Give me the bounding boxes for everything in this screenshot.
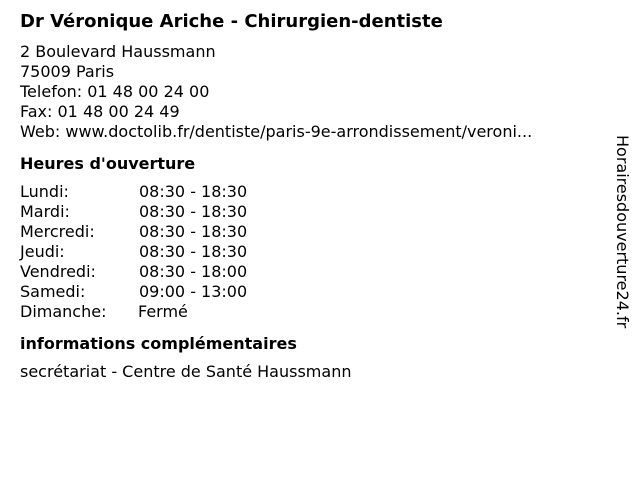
day-label: Vendredi: — [20, 262, 96, 281]
hours-row-wednesday — [20, 222, 600, 242]
phone-value: 01 48 00 24 00 — [87, 82, 210, 101]
web-label: Web: — [20, 122, 61, 141]
hours-row-friday — [20, 262, 600, 282]
web-link[interactable]: www.doctolib.fr/dentiste/paris-9e-arrondissement/veroni... — [65, 122, 533, 141]
hours-row-sunday — [20, 302, 600, 322]
day-label: Jeudi: — [20, 242, 65, 261]
day-label: Mercredi: — [20, 222, 95, 241]
phone-label: Telefon: — [20, 82, 83, 101]
day-hours: 08:30 - 18:00 — [139, 262, 248, 281]
day-label: Lundi: — [20, 182, 69, 201]
site-watermark: Horairesdouverture24.fr — [613, 135, 632, 329]
phone-line — [20, 82, 600, 102]
hours-row-monday — [20, 182, 600, 202]
hours-row-thursday — [20, 242, 600, 262]
fax-line — [20, 102, 600, 122]
address-street: 2 Boulevard Haussmann — [20, 42, 216, 61]
opening-hours-table — [20, 182, 600, 322]
day-label: Mardi: — [20, 202, 70, 221]
additional-info-heading: informations complémentaires — [20, 334, 297, 353]
day-hours: 09:00 - 13:00 — [139, 282, 248, 301]
day-hours: Fermé — [138, 302, 188, 321]
web-line — [20, 122, 600, 142]
hours-row-saturday — [20, 282, 600, 302]
day-label: Samedi: — [20, 282, 86, 301]
day-hours: 08:30 - 18:30 — [139, 182, 248, 201]
day-hours: 08:30 - 18:30 — [139, 202, 248, 221]
address-city: 75009 Paris — [20, 62, 115, 81]
day-hours: 08:30 - 18:30 — [139, 222, 248, 241]
fax-value: 01 48 00 24 49 — [57, 102, 180, 121]
fax-label: Fax: — [20, 102, 53, 121]
day-label: Dimanche: — [20, 302, 107, 321]
page-title: Dr Véronique Ariche - Chirurgien-dentiste — [20, 11, 443, 32]
hours-row-tuesday — [20, 202, 600, 222]
additional-info-text: secrétariat - Centre de Santé Haussmann — [20, 362, 352, 381]
opening-hours-heading: Heures d'ouverture — [20, 154, 196, 173]
day-hours: 08:30 - 18:30 — [139, 242, 248, 261]
business-card — [20, 10, 600, 382]
